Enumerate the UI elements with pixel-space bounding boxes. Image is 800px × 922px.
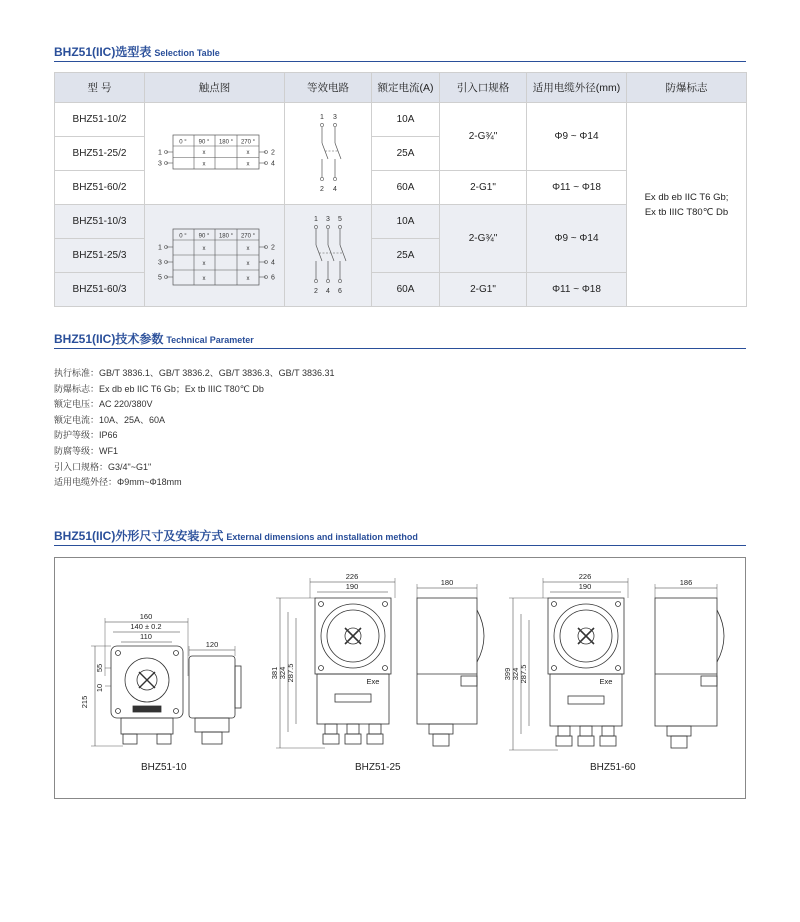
dim-399: 399 xyxy=(503,667,512,681)
selection-table xyxy=(54,72,747,307)
angle-label: 0 ° xyxy=(178,233,187,240)
dim-287-5: 287.5 xyxy=(519,664,528,684)
dim-190: 190 xyxy=(578,582,592,591)
dim-55: 55 xyxy=(95,663,104,673)
circuit-diagram-2pole xyxy=(285,103,372,205)
circuit-terminal: 4 xyxy=(325,288,330,295)
contact-x: x xyxy=(246,150,249,156)
contact-x: x xyxy=(246,161,249,168)
header-circuit: 等效电路 xyxy=(285,73,372,103)
cell-current: 25A xyxy=(372,239,440,273)
terminal-label: 4 xyxy=(270,259,275,267)
dim-226: 226 xyxy=(345,572,359,581)
param-label: 执行标准： xyxy=(54,368,100,378)
cell-current: 10A xyxy=(372,205,440,239)
circuit-symbol-2 xyxy=(286,103,371,201)
param-value: GB/T 3836.1、GB/T 3836.2、GB/T 3836.3、GB/T 3836.31 xyxy=(99,368,335,378)
param-row xyxy=(54,475,335,491)
contact-x: x xyxy=(202,150,205,156)
param-value: Ex db eb IIC T6 Gb；Ex tb IIIC T80℃ Db xyxy=(99,383,264,394)
section-title-en: Selection Table xyxy=(154,48,220,58)
dimension-drawing-panel xyxy=(54,557,746,799)
bhz51-25-front-view xyxy=(276,578,395,748)
dim-140: 140 ± 0.2 xyxy=(130,622,162,631)
cell-current: 60A xyxy=(372,273,440,307)
caption-bhz51-10: BHZ51-10 xyxy=(141,762,187,773)
dim-324: 324 xyxy=(278,666,287,680)
cell-model: BHZ51-25/3 xyxy=(55,239,145,273)
contact-x: x xyxy=(202,261,205,267)
exe-label: Exe xyxy=(366,677,380,686)
cell-model: BHZ51-60/2 xyxy=(55,171,145,205)
circuit-terminal: 1 xyxy=(313,216,318,223)
terminal-label: 1 xyxy=(157,149,162,157)
param-row xyxy=(54,444,335,460)
angle-label: 90 ° xyxy=(198,233,209,240)
contact-chart-3 xyxy=(146,205,284,303)
param-label: 引入口规格： xyxy=(54,461,109,472)
param-value: 10A、25A、60A xyxy=(99,414,166,425)
section-title-dimensions xyxy=(54,527,418,544)
dim-side-180: 180 xyxy=(440,578,454,587)
contact-x: x xyxy=(246,246,249,252)
dim-324: 324 xyxy=(511,667,520,681)
param-label: 防护等级： xyxy=(54,430,100,441)
section-title-en: External dimensions and installation method xyxy=(226,532,418,542)
circuit-terminal: 2 xyxy=(319,186,324,193)
cell-current: 60A xyxy=(372,171,440,205)
terminal-label: 5 xyxy=(157,274,162,282)
section-title-en: Technical Parameter xyxy=(166,335,254,345)
dim-190: 190 xyxy=(345,582,359,591)
param-value: WF1 xyxy=(99,445,119,456)
param-label: 额定电流： xyxy=(54,414,100,425)
terminal-label: 1 xyxy=(157,244,162,252)
angle-label: 180 ° xyxy=(218,233,233,240)
circuit-terminal: 6 xyxy=(337,288,342,295)
contact-chart-2 xyxy=(146,103,284,201)
section-divider xyxy=(54,61,746,62)
cell-inlet: 2-G1" xyxy=(440,273,527,307)
cell-inlet: 2-G¾" xyxy=(440,103,527,171)
param-value: IP66 xyxy=(99,430,118,441)
cell-model: BHZ51-25/2 xyxy=(55,137,145,171)
terminal-label: 2 xyxy=(270,244,275,252)
bhz51-10-side-view xyxy=(189,646,241,744)
section-divider xyxy=(54,348,746,349)
cell-inlet: 2-G¾" xyxy=(440,205,527,273)
circuit-symbol-3 xyxy=(286,205,371,303)
terminal-label: 2 xyxy=(270,149,275,157)
circuit-terminal: 1 xyxy=(319,114,324,121)
header-model: 型 号 xyxy=(55,73,145,103)
param-row xyxy=(54,382,335,398)
param-row xyxy=(54,428,335,444)
param-value: Φ9mm~Φ18mm xyxy=(117,477,182,488)
angle-label: 270 ° xyxy=(240,233,255,240)
dim-side-120: 120 xyxy=(205,640,219,649)
circuit-terminal: 4 xyxy=(332,186,337,193)
param-value: AC 220/380V xyxy=(99,399,153,410)
header-contact: 触点图 xyxy=(145,73,285,103)
cell-current: 25A xyxy=(372,137,440,171)
param-row xyxy=(54,460,335,476)
angle-label: 180 ° xyxy=(218,139,233,146)
dim-287-5: 287.5 xyxy=(286,663,295,683)
contact-diagram-3pole xyxy=(145,205,285,307)
circuit-terminal: 2 xyxy=(313,288,318,295)
angle-label: 90 ° xyxy=(198,139,209,146)
caption-bhz51-60: BHZ51-60 xyxy=(590,762,636,773)
cell-current: 10A xyxy=(372,103,440,137)
section-title-selection xyxy=(54,43,220,60)
param-row xyxy=(54,366,335,382)
header-current: 额定电流(A) xyxy=(372,73,440,103)
cell-inlet: 2-G1" xyxy=(440,171,527,205)
bhz51-60-side-view xyxy=(655,584,724,748)
explosion-mark-line1: Ex db eb IIC T6 Gb; xyxy=(644,191,729,203)
dim-10: 10 xyxy=(95,683,104,693)
param-value: G3/4"~G1" xyxy=(108,461,152,472)
circuit-terminal: 3 xyxy=(332,114,337,121)
contact-x: x xyxy=(202,161,205,168)
angle-label: 270 ° xyxy=(240,139,255,146)
bhz51-60-front-view xyxy=(509,578,628,750)
circuit-diagram-3pole xyxy=(285,205,372,307)
section-title-cn: BHZ51(IIC)外形尺寸及安装方式 xyxy=(54,529,224,543)
cell-cable: Φ9 ~ Φ14 xyxy=(527,205,627,273)
terminal-label: 6 xyxy=(270,274,275,282)
dim-226: 226 xyxy=(578,572,592,581)
caption-bhz51-25: BHZ51-25 xyxy=(355,762,401,773)
parameter-list xyxy=(54,366,335,491)
section-title-cn: BHZ51(IIC)选型表 xyxy=(54,45,152,59)
cell-model: BHZ51-10/3 xyxy=(55,205,145,239)
dim-381: 381 xyxy=(270,666,279,680)
section-divider xyxy=(54,545,746,546)
circuit-terminal: 3 xyxy=(325,216,330,223)
contact-diagram-2pole xyxy=(145,103,285,205)
section-title-technical xyxy=(54,330,254,347)
dim-110: 110 xyxy=(140,632,152,641)
angle-label: 0 ° xyxy=(178,139,187,146)
header-explosion: 防爆标志 xyxy=(627,73,747,103)
bhz51-25-side-view xyxy=(417,584,484,746)
exe-label: Exe xyxy=(599,677,613,686)
terminal-label: 4 xyxy=(270,160,275,168)
cell-model: BHZ51-10/2 xyxy=(55,103,145,137)
terminal-label: 3 xyxy=(157,259,162,267)
circuit-terminal: 5 xyxy=(337,216,342,223)
contact-x: x xyxy=(246,261,249,267)
param-label: 防爆标志： xyxy=(54,383,100,394)
param-label: 额定电压： xyxy=(54,399,100,410)
cell-model: BHZ51-60/3 xyxy=(55,273,145,307)
header-inlet: 引入口规格 xyxy=(440,73,527,103)
param-row xyxy=(54,413,335,429)
contact-x: x xyxy=(202,246,205,252)
explosion-mark-line2: Ex tb IIIC T80℃ Db xyxy=(644,206,729,218)
param-label: 防腐等级： xyxy=(54,445,100,456)
cell-cable: Φ9 ~ Φ14 xyxy=(527,103,627,171)
cell-explosion-mark xyxy=(627,103,747,307)
cell-cable: Φ11 ~ Φ18 xyxy=(527,273,627,307)
dim-215: 215 xyxy=(80,695,89,709)
terminal-label: 3 xyxy=(157,160,162,168)
section-title-cn: BHZ51(IIC)技术参数 xyxy=(54,332,164,346)
param-row xyxy=(54,397,335,413)
header-cable: 适用电缆外径(mm) xyxy=(527,73,627,103)
dim-side-186: 186 xyxy=(679,578,693,587)
contact-x: x xyxy=(246,276,249,282)
cell-cable: Φ11 ~ Φ18 xyxy=(527,171,627,205)
dim-160: 160 xyxy=(139,612,153,621)
param-label: 适用电缆外径： xyxy=(54,477,118,488)
contact-x: x xyxy=(202,276,205,282)
